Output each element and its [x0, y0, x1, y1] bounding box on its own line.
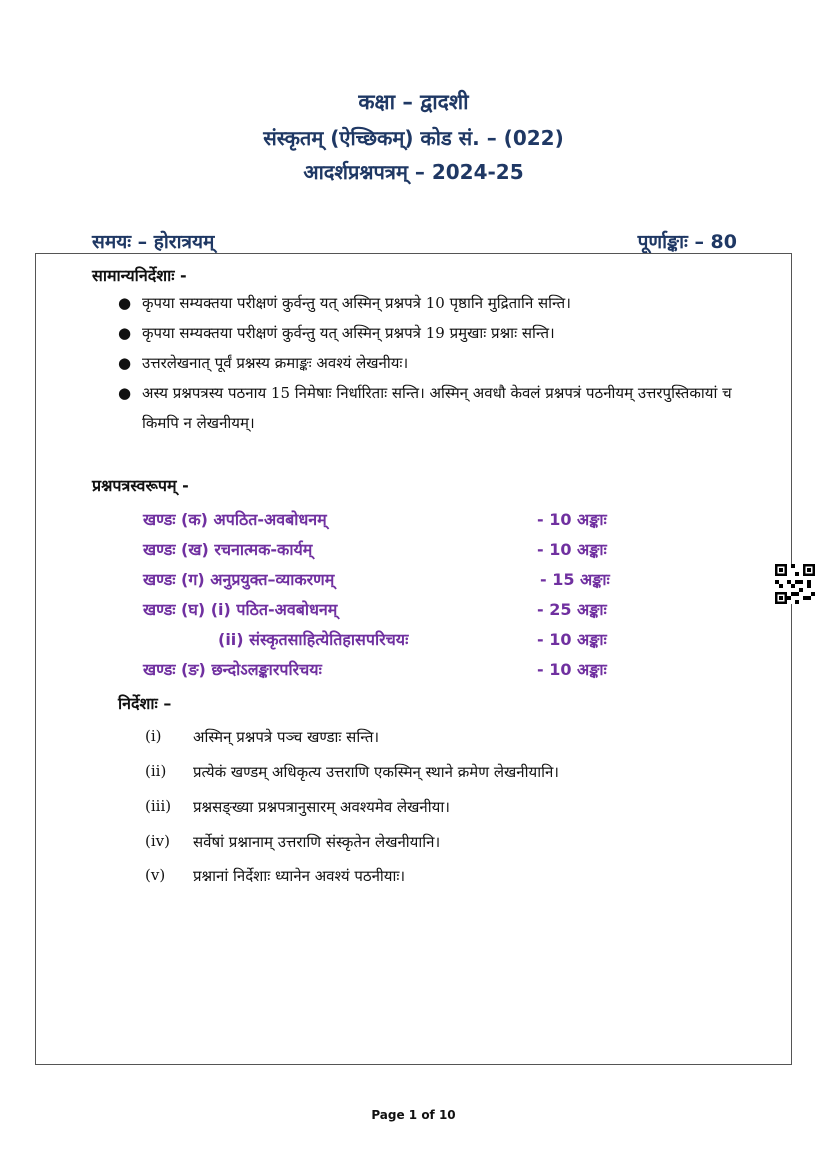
subject-code: संस्कृतम् (ऐच्छिकम्) कोड सं. – (022): [263, 126, 564, 150]
direction-text: सर्वेषां प्रश्नानाम् उत्तराणि संस्कृतेन लेखनीयानि।: [193, 833, 441, 851]
structure-title: प्रश्नपत्रस्वरूपम् -: [92, 476, 189, 495]
direction-text: अस्मिन् प्रश्नपत्रे पञ्च खण्डाः सन्ति।: [193, 728, 380, 746]
bullet-icon: ●: [118, 354, 132, 372]
direction-number: (v): [145, 866, 166, 884]
direction-text: प्रत्येकं खण्डम् अधिकृत्य उत्तराणि एकस्मिन् स्थाने क्रमेण लेखनीयानि।: [193, 763, 559, 781]
direction-number: (i): [145, 727, 162, 745]
bullet-icon: ●: [118, 324, 132, 342]
bullet-text: कृपया सम्यक्तया परीक्षणं कुर्वन्तु यत् अस्मिन् प्रश्नपत्रे 10 पृष्ठानि मुद्रितानि सन्ति।: [142, 294, 571, 312]
direction-number: (iii): [145, 797, 172, 815]
max-marks: पूर्णाङ्काः – 80: [637, 231, 737, 253]
directions-title: निर्देशाः –: [118, 694, 172, 713]
class-title: कक्षा – द्वादशी: [358, 90, 469, 114]
bullet-icon: ●: [118, 384, 132, 402]
qr-code-icon: [775, 564, 815, 604]
section-name: खण्डः (ग) अनुप्रयुक्त–व्याकरणम्: [143, 570, 335, 589]
section-marks: - 10 अङ्काः: [537, 540, 607, 559]
paper-title: आदर्शप्रश्नपत्रम् – 2024-25: [303, 160, 524, 184]
time-allowed: समयः – होरात्रयम्: [92, 231, 215, 253]
bullet-text: कृपया सम्यक्तया परीक्षणं कुर्वन्तु यत् अस्मिन् प्रश्नपत्रे 19 प्रमुखाः प्रश्नाः सन्ति।: [142, 324, 555, 342]
section-marks: - 25 अङ्काः: [537, 600, 607, 619]
direction-text: प्रश्नानां निर्देशाः ध्यानेन अवश्यं पठनीयाः।: [193, 867, 406, 885]
bullet-text: उत्तरलेखनात् पूर्वं प्रश्नस्य क्रमाङ्कः अवश्यं लेखनीयः।: [142, 354, 409, 372]
section-name: खण्डः (क) अपठित-अवबोधनम्: [143, 510, 327, 529]
section-marks: - 10 अङ्काः: [537, 660, 607, 679]
direction-number: (iv): [145, 832, 170, 850]
section-marks: - 10 अङ्काः: [537, 510, 607, 529]
section-marks: - 10 अङ्काः: [537, 630, 607, 649]
bullet-icon: ●: [118, 294, 132, 312]
section-name: खण्डः (ख) रचनात्मक-कार्यम्: [143, 540, 313, 559]
general-instructions-title: सामान्यनिर्देशाः -: [92, 266, 187, 285]
section-name: खण्डः (ङ) छन्दोऽलङ्कारपरिचयः: [143, 660, 322, 679]
section-name: खण्डः (घ) (i) पठित-अवबोधनम्: [143, 600, 338, 619]
section-name: (ii) संस्कृतसाहित्येतिहासपरिचयः: [218, 630, 409, 649]
direction-number: (ii): [145, 762, 167, 780]
bullet-text: अस्य प्रश्नपत्रस्य पठनाय 15 निमेषाः निर्धारिताः सन्ति। अस्मिन् अवधौ केवलं प्रश्नपत्रं पठनीयम् उत्तरपुस्तिकायां च किमपि न लेखनीयम्।: [142, 384, 732, 432]
section-marks: - 15 अङ्काः: [540, 570, 610, 589]
page-number: Page 1 of 10: [371, 1108, 456, 1122]
direction-text: प्रश्नसङ्ख्या प्रश्नपत्रानुसारम् अवश्यमेव लेखनीया।: [193, 798, 450, 816]
